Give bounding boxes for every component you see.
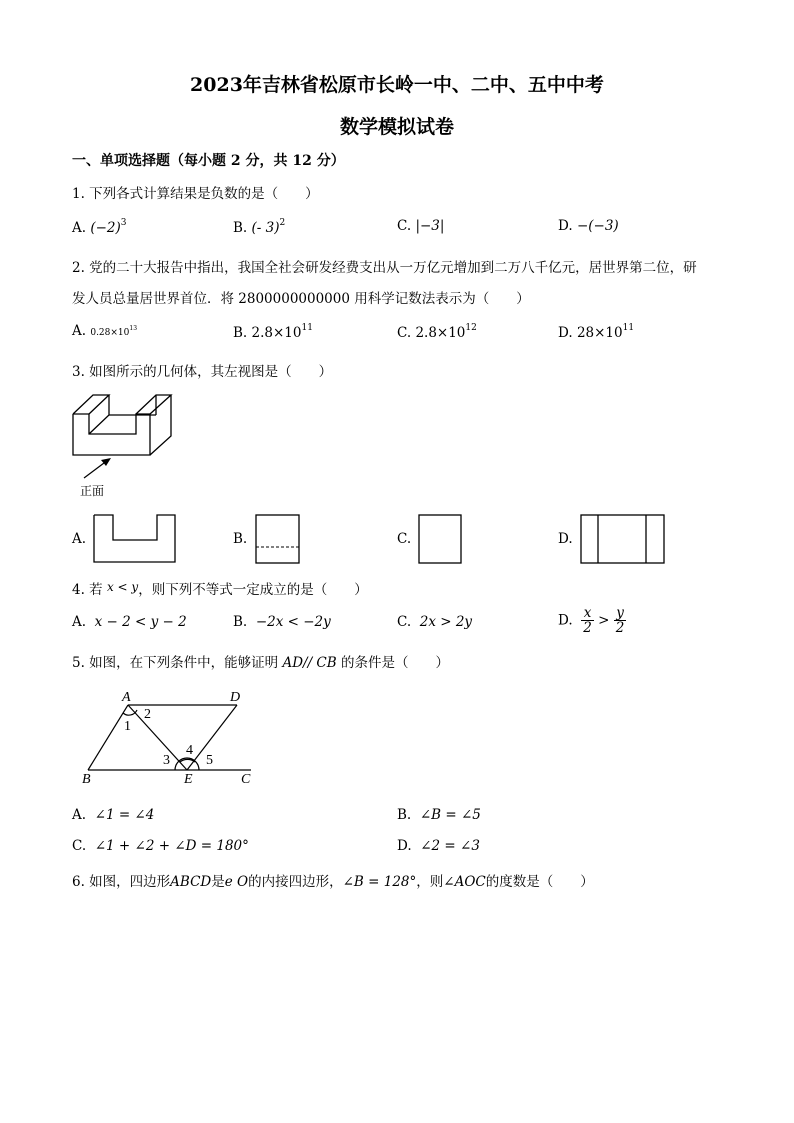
q6-stem-pre: 6. 如图，四边形 xyxy=(72,874,171,890)
fig-angle-4: 4 xyxy=(186,743,193,758)
q2-b-exp: 11 xyxy=(301,323,313,333)
q2-d-exp: 11 xyxy=(622,323,635,333)
q5-stem-pre: 5. 如图，在下列条件中，能够证明 xyxy=(72,655,279,671)
q4-option-d xyxy=(558,606,626,635)
q4-option-c xyxy=(397,614,472,630)
q4-d-op: > xyxy=(598,612,610,629)
q5-stem xyxy=(72,651,449,671)
q1-b-expr: (- 3) xyxy=(251,220,280,236)
q5-stem-post: 的条件是（ ） xyxy=(340,655,449,671)
q6-m1: ABCD xyxy=(170,874,212,890)
q4-a-label: A. xyxy=(72,614,87,630)
q2-a-expr: 0.28×10 xyxy=(90,328,130,338)
q1-option-c xyxy=(397,218,444,234)
exam-title: 2023年吉林省松原市长岭一中、二中、五中中考 xyxy=(190,74,604,96)
q3-stem: 3. 如图所示的几何体，其左视图是（ ） xyxy=(72,364,333,380)
q1-stem: 1. 下列各式计算结果是负数的是（ ） xyxy=(72,186,319,202)
q4-c-expr: 2x > 2y xyxy=(419,614,473,630)
q3-option-c-shape xyxy=(418,514,463,565)
q1-a-label: A. xyxy=(72,220,87,236)
q3-option-a-shape xyxy=(93,514,177,564)
q3-option-b-shape xyxy=(255,514,301,565)
q4-stem-post: ，则下列不等式一定成立的是（ ） xyxy=(138,582,368,598)
q4-c-label: C. xyxy=(397,614,412,630)
q2-stem-line2: 发人员总量居世界首位．将 2800000000000 用科学记数法表示为（ ） xyxy=(72,291,530,307)
q2-a-exp: 13 xyxy=(129,325,138,332)
q3-a-label: A. xyxy=(72,531,87,547)
q3-b-label: B. xyxy=(233,531,248,547)
q5-a-expr: ∠1 = ∠4 xyxy=(94,807,155,823)
fig-angle-1: 1 xyxy=(124,719,131,734)
q6-m3: ∠B = 128° xyxy=(342,874,417,890)
q5-option-b xyxy=(397,807,481,823)
q1-option-b xyxy=(233,218,285,236)
q1-d-label: D. xyxy=(558,218,573,234)
q3-c-label: C. xyxy=(397,531,412,547)
q6-m4: ∠AOC xyxy=(443,874,486,890)
q5-c-expr: ∠1 + ∠2 + ∠D = 180° xyxy=(94,838,249,854)
q2-option-c xyxy=(397,323,477,341)
q5-option-d xyxy=(397,838,480,854)
fig-label-d: D xyxy=(230,690,241,705)
q2-b-expr: 2.8×10 xyxy=(251,325,302,341)
q5-c-label: C. xyxy=(72,838,87,854)
q1-option-d xyxy=(558,218,619,234)
q4-d-label: D. xyxy=(558,612,573,629)
q4-d-num2: y xyxy=(614,606,627,621)
q3-option-d-shape xyxy=(580,514,666,565)
q4-stem xyxy=(72,578,368,598)
q1-c-expr: |−3| xyxy=(415,218,445,234)
q5-b-expr: ∠B = ∠5 xyxy=(419,807,481,823)
q1-b-exp: 2 xyxy=(279,218,286,228)
fig-label-a: A xyxy=(122,690,131,705)
q5-d-expr: ∠2 = ∠3 xyxy=(420,838,480,854)
q2-b-label: B. xyxy=(233,325,248,341)
q6-t4: 的度数是（ ） xyxy=(485,874,594,890)
q2-option-b xyxy=(233,323,313,341)
q5-a-label: A. xyxy=(72,807,87,823)
fig-label-e: E xyxy=(184,772,193,787)
q5-option-a xyxy=(72,807,154,823)
q1-d-expr: −(−3) xyxy=(576,218,619,234)
q6-t1: 是 xyxy=(211,874,225,890)
fig-angle-5: 5 xyxy=(206,753,213,768)
exam-subtitle: 数学模拟试卷 xyxy=(339,116,454,138)
q6-stem xyxy=(72,870,594,890)
q1-a-exp: 3 xyxy=(120,218,127,228)
q6-t2: 的内接四边形， xyxy=(248,874,343,890)
q4-stem-pre: 4. 若 xyxy=(72,582,103,598)
q2-d-expr: 28×10 xyxy=(576,325,623,341)
q3-d-label: D. xyxy=(558,531,573,547)
q4-d-num1: x xyxy=(581,606,594,621)
q4-d-den1: 2 xyxy=(583,620,592,636)
q4-stem-math: x < y xyxy=(106,580,139,594)
q2-c-label: C. xyxy=(397,325,412,341)
q2-stem-line1: 2. 党的二十大报告中指出，我国全社会研发经费支出从一万亿元增加到二万八千亿元，居世界第二位，研 xyxy=(72,260,697,276)
q5-b-label: B. xyxy=(397,807,412,823)
fig-angle-3: 3 xyxy=(163,753,170,768)
q2-c-exp: 12 xyxy=(465,323,477,333)
section-heading: 一、单项选择题（每小题 2 分，共 12 分） xyxy=(72,153,345,169)
q3-solid-figure xyxy=(70,392,175,492)
q5-option-c xyxy=(72,838,249,854)
q2-option-a xyxy=(72,323,137,339)
fig-label-c: C xyxy=(241,772,251,787)
fig-angle-2: 2 xyxy=(144,707,151,722)
q4-option-b xyxy=(233,614,331,630)
q2-c-expr: 2.8×10 xyxy=(415,325,466,341)
q2-d-label: D. xyxy=(558,325,573,341)
fig-label-b: B xyxy=(82,772,91,787)
q4-a-expr: x − 2 < y − 2 xyxy=(94,614,187,630)
q5-d-label: D. xyxy=(397,838,412,854)
q5-stem-math: AD// CB xyxy=(282,655,337,671)
q1-option-a xyxy=(72,218,127,236)
q5-geometry-figure xyxy=(80,686,260,786)
q4-b-label: B. xyxy=(233,614,248,630)
q4-b-expr: −2x < −2y xyxy=(255,614,331,630)
q6-t3: ，则 xyxy=(416,874,444,890)
q1-a-expr: (−2) xyxy=(90,220,121,236)
q2-option-d xyxy=(558,323,634,341)
q6-m2: e O xyxy=(224,874,249,890)
q2-a-label: A. xyxy=(72,323,87,339)
q4-d-den2: 2 xyxy=(615,620,625,636)
q1-c-label: C. xyxy=(397,218,412,234)
q1-b-label: B. xyxy=(233,220,248,236)
front-label: 正面 xyxy=(80,484,105,498)
q4-option-a xyxy=(72,614,187,630)
